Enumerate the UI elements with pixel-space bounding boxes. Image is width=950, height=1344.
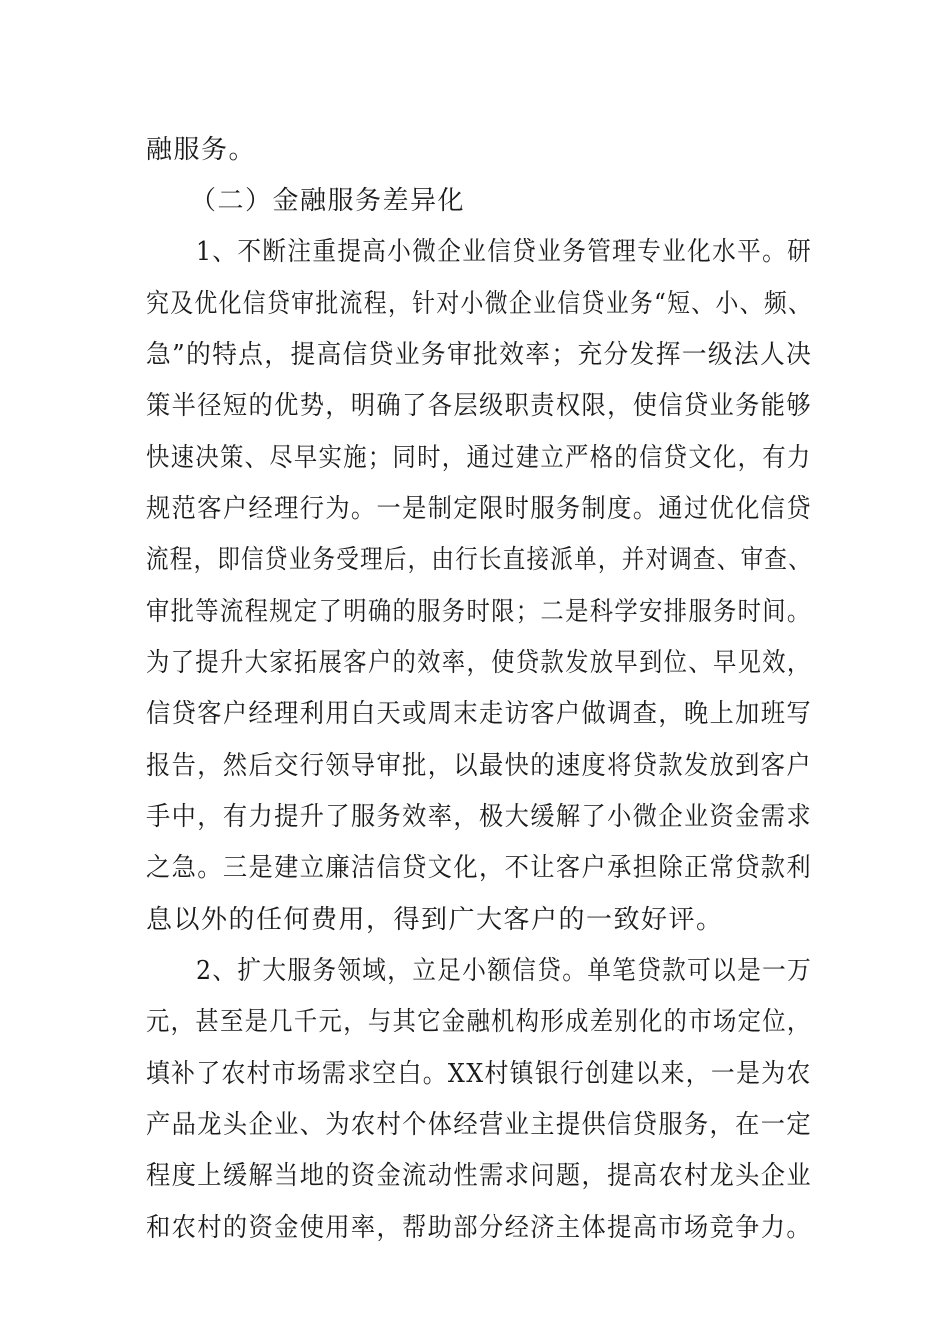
text-line: 2、扩大服务领域，立足小额信贷。单笔贷款可以是一万 [196, 956, 813, 986]
text-line: 快速决策、尽早实施；同时，通过建立严格的信贷文化，有力 [146, 443, 812, 473]
text-line: 1、不断注重提高小微企业信贷业务管理专业化水平。研 [196, 237, 813, 267]
text-line: 为了提升大家拓展客户的效率，使贷款发放早到位、早见效， [146, 648, 812, 678]
text-line: 和农村的资金使用率，帮助部分经济主体提高市场竞争力。 [146, 1213, 813, 1243]
text-line: 手中，有力提升了服务效率，极大缓解了小微企业资金需求 [146, 802, 813, 832]
text-line: 策半径短的优势，明确了各层级职责权限，使信贷业务能够 [146, 391, 813, 421]
text-line: 急”的特点，提高信贷业务审批效率；充分发挥一级法人决 [146, 340, 813, 370]
text-line: 究及优化信贷审批流程，针对小微企业信贷业务“短、小、频、 [146, 289, 813, 319]
text-line: 规范客户经理行为。一是制定限时服务制度。通过优化信贷 [146, 494, 813, 524]
text-line: 程度上缓解当地的资金流动性需求问题，提高农村龙头企业 [146, 1161, 813, 1191]
text-line: 信贷客户经理利用白天或周末走访客户做调查，晚上加班写 [146, 699, 813, 729]
text-line: 之急。三是建立廉洁信贷文化，不让客户承担除正常贷款利 [146, 853, 813, 883]
text-line: 元，甚至是几千元，与其它金融机构形成差别化的市场定位， [146, 1007, 812, 1037]
text-line: 审批等流程规定了明确的服务时限；二是科学安排服务时间。 [146, 597, 812, 627]
text-line: 报告，然后交行领导审批，以最快的速度将贷款发放到客户 [146, 751, 813, 781]
text-line: 流程，即信贷业务受理后，由行长直接派单，并对调查、审查、 [146, 545, 812, 575]
text-line: 融服务。 [146, 135, 257, 165]
text-line: 填补了农村市场需求空白。XX村镇银行创建以来，一是为农 [146, 1059, 812, 1089]
text-line: 产品龙头企业、为农村个体经营业主提供信贷服务，在一定 [146, 1110, 813, 1140]
text-line: 息以外的任何费用，得到广大客户的一致好评。 [146, 905, 724, 935]
section-heading: （二）金融服务差异化 [190, 186, 466, 216]
